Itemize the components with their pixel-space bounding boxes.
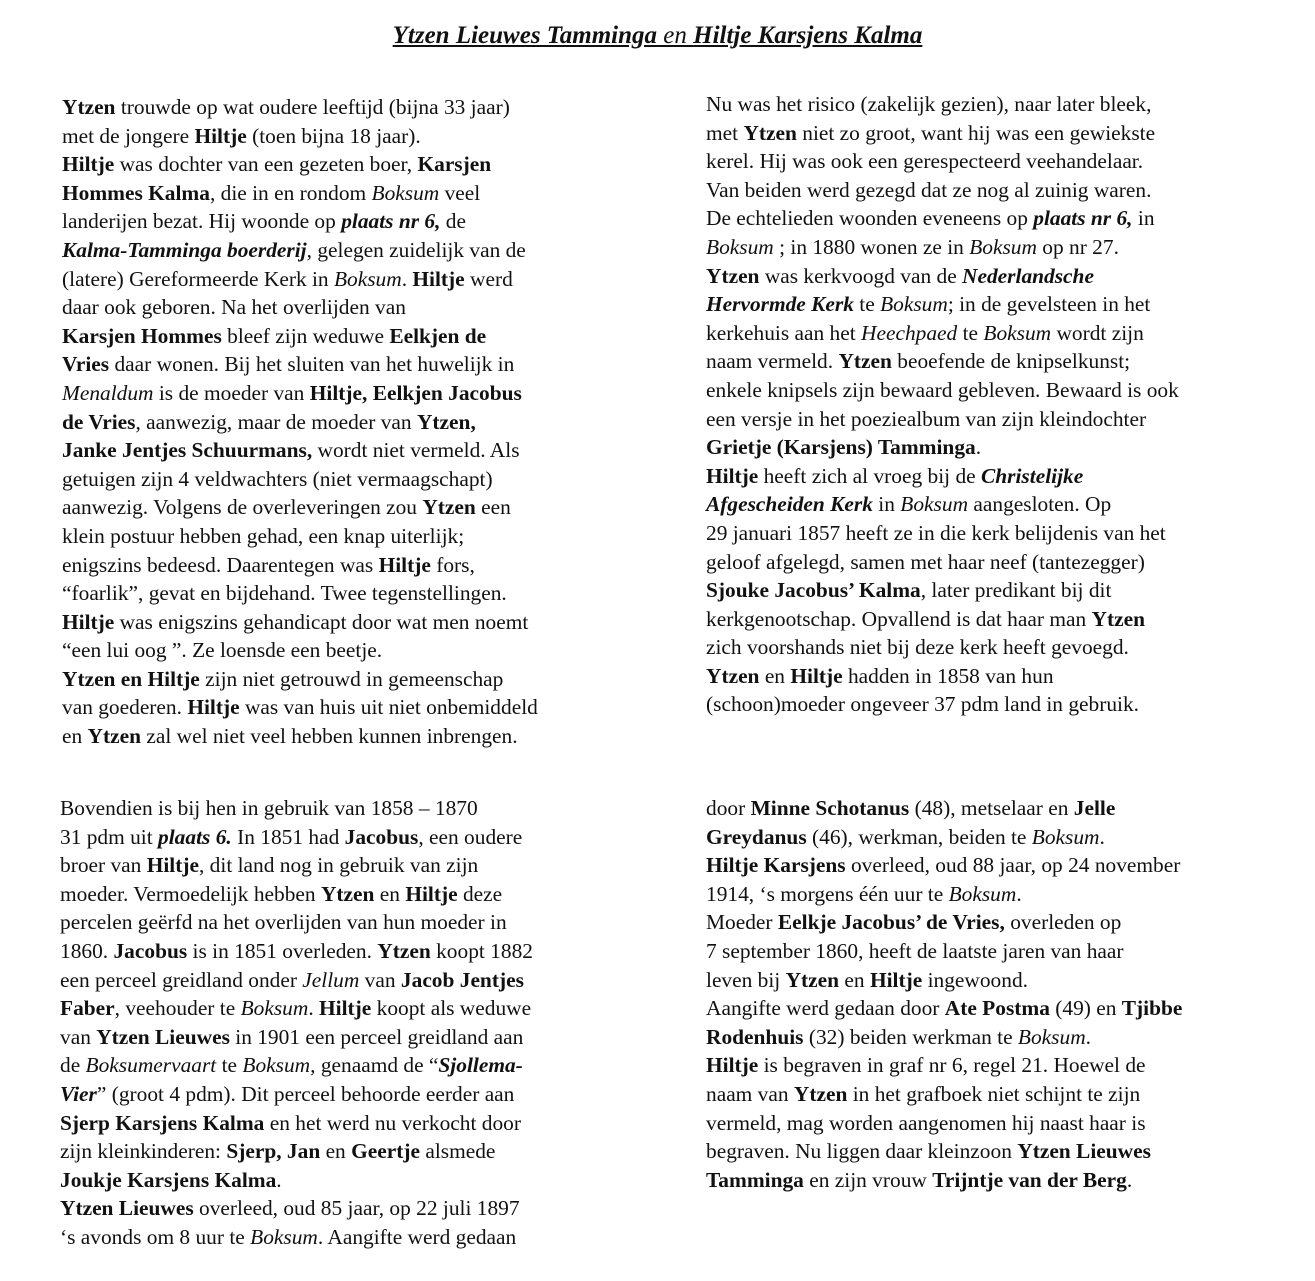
- text-run: , een oudere: [418, 824, 523, 849]
- text-run: (49) en: [1049, 996, 1122, 1021]
- text-run: Moeder: [706, 910, 778, 935]
- text-run: fors,: [430, 552, 475, 577]
- text-run: , gelegen zuidelijk van de: [306, 237, 526, 262]
- emphasis-run: Ytzen: [838, 349, 892, 374]
- text-line: [60, 1109, 533, 1138]
- text-run: is begraven in graf nr 6, regel 21. Hoewel de: [758, 1053, 1146, 1078]
- emphasis-run: Jacobus: [113, 938, 188, 963]
- emphasis-run: Hiltje: [146, 853, 199, 878]
- text-run: .: [1016, 881, 1022, 906]
- text-line: [706, 966, 1182, 995]
- text-line: [62, 179, 538, 208]
- emphasis-run: Hervormde Kerk: [706, 292, 854, 317]
- text-run: daar ook geboren. Na het overlijden van: [62, 295, 406, 320]
- emphasis-run: Hiltje: [62, 609, 115, 634]
- emphasis-run: Tjibbe: [1121, 996, 1183, 1021]
- emphasis-run: Ytzen: [377, 938, 431, 963]
- text-run: zich voorshands niet bij deze kerk heeft gevoegd.: [706, 635, 1129, 660]
- text-line: [706, 1051, 1182, 1080]
- text-run: .: [1126, 1167, 1133, 1192]
- emphasis-run: Boksum: [880, 292, 948, 317]
- text-run: kerel. Hij was ook een gerespecteerd veehandelaar.: [706, 149, 1144, 174]
- emphasis-run: Boksum: [240, 996, 309, 1021]
- text-line: [706, 147, 1179, 176]
- emphasis-run: Boksum: [706, 234, 774, 259]
- text-run: een perceel greidland onder: [60, 967, 303, 992]
- text-run: is in 1851 overleden.: [187, 938, 378, 963]
- text-run: ; in 1880 wonen ze in: [773, 234, 970, 259]
- text-run: en: [62, 724, 88, 749]
- text-run: leven bij: [706, 967, 786, 992]
- text-run: vermeld, mag worden aangenomen hij naast haar is: [706, 1110, 1146, 1135]
- text-line: [706, 662, 1179, 691]
- text-run: heeft de laatste jaren van haar: [863, 938, 1124, 963]
- text-run: te: [957, 320, 984, 345]
- emphasis-run: Heechpaed: [861, 320, 958, 345]
- text-run: , later predikant bij dit: [920, 578, 1112, 603]
- text-line: [62, 150, 538, 179]
- emphasis-run: Boksum: [1017, 1024, 1086, 1049]
- text-run: (46), werkman, beiden te: [806, 824, 1032, 849]
- text-line: [62, 207, 538, 236]
- emphasis-run: Hiltje: [187, 695, 240, 720]
- text-line: [62, 265, 538, 294]
- text-line: [62, 551, 538, 580]
- title-connector: en: [657, 21, 694, 49]
- emphasis-run: Boksumervaart: [85, 1053, 217, 1078]
- emphasis-run: Greydanus: [706, 824, 807, 849]
- text-run: van: [359, 967, 401, 992]
- text-run: was kerkvoogd van de: [759, 263, 963, 288]
- text-run: begraven. Nu liggen daar kleinzoon: [706, 1139, 1018, 1164]
- text-run: ingewoond.: [922, 967, 1028, 992]
- emphasis-run: Afgescheiden Kerk: [706, 492, 873, 517]
- text-line: [706, 233, 1179, 262]
- text-line: [62, 665, 538, 694]
- text-run: heeft zich al vroeg bij de: [758, 463, 981, 488]
- emphasis-run: Hiltje: [706, 1053, 759, 1078]
- text-run: deze: [457, 881, 503, 906]
- emphasis-run: Jellum: [302, 967, 360, 992]
- text-run: 29 januari 1857 heeft ze in die kerk belijdenis van het: [706, 520, 1166, 545]
- text-run: van goederen.: [62, 695, 188, 720]
- text-run: (48), metselaar en: [909, 796, 1074, 820]
- text-run: aangesloten. Op: [968, 492, 1112, 517]
- emphasis-run: Karsjen: [417, 152, 492, 177]
- text-run: wordt zijn: [1051, 320, 1144, 345]
- text-run: , dit land nog in gebruik van zijn: [198, 853, 479, 878]
- text-line: [706, 262, 1179, 291]
- text-run: overleden op: [1004, 910, 1122, 935]
- emphasis-run: Ytzen: [706, 663, 760, 688]
- text-line: [706, 548, 1179, 577]
- text-run: in: [1132, 206, 1155, 231]
- paragraph-marriage: [62, 93, 538, 751]
- text-run: .: [1085, 1024, 1092, 1049]
- text-run: (schoon)moeder ongeveer 37 pdm land in gebruik.: [706, 692, 1140, 717]
- text-line: [60, 994, 533, 1023]
- emphasis-run: Eelkje Jacobus’ de Vries,: [777, 910, 1005, 935]
- text-line: [60, 1080, 533, 1109]
- emphasis-run: Hiltje: [405, 881, 458, 906]
- text-run: kerkehuis aan het: [706, 320, 862, 345]
- text-run: trouwde op wat oudere leeftijd (bijna 33 jaar): [115, 95, 510, 119]
- text-run: zal wel niet veel hebben kunnen inbrengen.: [141, 724, 518, 749]
- text-run: .: [276, 1167, 282, 1192]
- text-run: een: [475, 495, 511, 520]
- emphasis-run: Ytzen en Hiltje: [62, 666, 200, 691]
- text-run: is de moeder van: [153, 380, 310, 405]
- text-line: [706, 462, 1179, 491]
- text-run: te: [216, 1053, 243, 1078]
- text-line: [706, 119, 1179, 148]
- text-run: , aanwezig, maar de moeder van: [135, 409, 417, 434]
- text-line: [62, 122, 538, 151]
- text-run: zijn niet getrouwd in gemeenschap: [199, 666, 504, 691]
- text-run: koopt 1882: [430, 938, 533, 963]
- emphasis-run: Eelkjen de: [389, 323, 487, 348]
- text-run: .: [1099, 824, 1105, 849]
- emphasis-run: Ytzen: [706, 263, 760, 288]
- text-run: , veehouder te: [114, 996, 241, 1021]
- text-line: [706, 851, 1182, 880]
- text-line: [60, 880, 533, 909]
- emphasis-run: Boksum: [250, 1224, 318, 1249]
- emphasis-run: Sjerp Karsjens Kalma: [60, 1110, 265, 1135]
- emphasis-run: Boksum: [969, 234, 1037, 259]
- text-run: (32) beiden werkman te: [803, 1024, 1018, 1049]
- text-line: [62, 522, 538, 551]
- text-run: bleef zijn weduwe: [221, 323, 390, 348]
- text-run: zijn kleinkinderen:: [60, 1139, 227, 1164]
- text-run: veel: [439, 180, 481, 205]
- emphasis-run: Ytzen Lieuwes: [96, 1024, 230, 1049]
- text-run: niet zo groot, want hij was een gewiekste: [796, 120, 1156, 145]
- text-run: kerkgenootschap. Opvallend is dat haar man: [706, 606, 1092, 631]
- text-line: [706, 376, 1179, 405]
- emphasis-run: plaats 6.: [158, 824, 232, 849]
- text-run: 7 september 1860,: [706, 938, 864, 963]
- text-run: Bovendien is bij hen in gebruik van 1858 – 1870: [60, 796, 478, 820]
- text-line: [60, 1023, 533, 1052]
- text-run: overleed, oud 85 jaar, op 22 juli 1897: [193, 1196, 520, 1221]
- emphasis-run: Vier: [60, 1081, 97, 1106]
- text-run: beoefende de knipselkunst;: [891, 349, 1131, 374]
- text-run: genaamd de “: [315, 1053, 439, 1078]
- text-run: broer van: [60, 853, 147, 878]
- text-line: [60, 1223, 533, 1252]
- emphasis-run: Hiltje: [378, 552, 431, 577]
- emphasis-run: Jelle: [1073, 796, 1116, 820]
- text-line: [706, 1023, 1182, 1052]
- emphasis-run: Ytzen Lieuwes: [1017, 1139, 1151, 1164]
- text-line: [62, 236, 538, 265]
- text-run: aanwezig. Volgens de overleveringen zou: [62, 495, 423, 520]
- title-wife: Hiltje Karsjens Kalma: [693, 21, 923, 49]
- text-run: de: [440, 209, 466, 234]
- emphasis-run: Joukje Karsjens Kalma: [60, 1167, 277, 1192]
- text-run: hadden in 1858 van hun: [842, 663, 1054, 688]
- text-line: [706, 605, 1179, 634]
- text-run: op nr 27.: [1036, 234, 1119, 259]
- text-line: [706, 433, 1179, 462]
- text-run: ‘s avonds om 8 uur te: [60, 1224, 251, 1249]
- emphasis-run: Ytzen: [1091, 606, 1145, 631]
- text-run: met de jongere: [62, 123, 195, 148]
- text-run: enigszins bedeesd. Daarentegen was: [62, 552, 379, 577]
- text-run: was enigszins gehandicapt door wat men noemt: [114, 609, 529, 634]
- text-line: [706, 90, 1179, 119]
- text-run: naam vermeld.: [706, 349, 839, 374]
- emphasis-run: Hiltje: [62, 152, 115, 177]
- emphasis-run: Minne Schotanus: [750, 796, 910, 820]
- text-run: getuigen zijn 4 veldwachters (niet vermaagschapt): [62, 466, 493, 491]
- text-line: [706, 1109, 1182, 1138]
- text-line: [60, 1166, 533, 1195]
- text-run: “een lui oog ”. Ze loensde een beetje.: [62, 638, 383, 663]
- emphasis-run: Rodenhuis: [706, 1024, 804, 1049]
- text-line: [62, 350, 538, 379]
- text-run: de: [60, 1053, 86, 1078]
- text-line: [706, 1080, 1182, 1109]
- text-line: [62, 493, 538, 522]
- emphasis-run: Ytzen: [743, 120, 797, 145]
- emphasis-run: plaats nr 6,: [341, 209, 441, 234]
- text-line: [706, 823, 1182, 852]
- emphasis-run: Ytzen Lieuwes: [60, 1196, 194, 1221]
- emphasis-run: Faber: [60, 996, 115, 1021]
- text-run: “foarlik”, gevat en bijdehand. Twee tegenstellingen.: [62, 581, 507, 606]
- text-run: en zijn vrouw: [803, 1167, 933, 1192]
- text-line: [60, 908, 533, 937]
- emphasis-run: Hiltje: [194, 123, 247, 148]
- text-line: [62, 465, 538, 494]
- emphasis-run: Trijntje van der Berg: [932, 1167, 1127, 1192]
- text-run: .: [401, 266, 413, 291]
- text-line: [62, 579, 538, 608]
- text-run: alsmede: [419, 1139, 496, 1164]
- text-run: overleed, oud 88 jaar, op 24 november: [845, 853, 1181, 878]
- text-line: [706, 937, 1182, 966]
- text-line: [706, 633, 1179, 662]
- text-line: [60, 1051, 533, 1080]
- emphasis-run: Ytzen: [785, 967, 840, 992]
- text-line: [60, 1137, 533, 1166]
- text-line: [62, 379, 538, 408]
- text-run: een versje in het poeziealbum van zijn kleindochter: [706, 406, 1147, 431]
- text-line: [706, 290, 1179, 319]
- text-line: [706, 176, 1179, 205]
- paragraph-church-life: [706, 90, 1179, 719]
- text-run: klein postuur hebben gehad, een knap uiterlijk;: [62, 523, 465, 548]
- emphasis-run: Sjerp, Jan: [226, 1139, 321, 1164]
- text-run: ” (groot 4 pdm). Dit perceel behoorde eerder aan: [96, 1081, 515, 1106]
- text-line: [706, 519, 1179, 548]
- emphasis-run: Grietje (Karsjens) Tamminga: [706, 435, 976, 460]
- text-run: . Aangifte werd gedaan: [317, 1224, 517, 1249]
- text-run: Van beiden werd gezegd dat ze nog al zuinig waren.: [706, 177, 1152, 202]
- text-run: was van huis uit niet onbemiddeld: [239, 695, 538, 720]
- text-run: door: [706, 796, 751, 820]
- text-run: In 1851 had: [231, 824, 345, 849]
- text-line: [62, 436, 538, 465]
- text-run: percelen geërfd na het overlijden van hun moeder in: [60, 910, 507, 935]
- text-line: [706, 690, 1179, 719]
- text-run: in 1901 een perceel greidland aan: [229, 1024, 524, 1049]
- title-husband: Ytzen Lieuwes Tamminga: [392, 21, 658, 49]
- text-line: [706, 490, 1179, 519]
- text-run: landerijen bezat. Hij woonde op: [62, 209, 342, 234]
- paragraph-land-and-death: [60, 794, 533, 1252]
- text-run: .: [975, 435, 982, 460]
- text-line: [706, 319, 1179, 348]
- text-run: naam van: [706, 1081, 794, 1106]
- text-run: .: [308, 996, 320, 1021]
- emphasis-run: Ytzen: [422, 495, 476, 520]
- emphasis-run: Christelijke: [981, 463, 1084, 488]
- emphasis-run: Hiltje: [706, 463, 759, 488]
- text-line: [62, 93, 538, 122]
- emphasis-run: de Vries: [62, 409, 136, 434]
- text-run: Nu was het risico (zakelijk gezien), naar later bleek,: [706, 92, 1152, 116]
- text-line: [60, 1194, 533, 1223]
- emphasis-run: Tamminga: [706, 1167, 804, 1192]
- text-run: koopt als weduwe: [371, 996, 532, 1021]
- text-line: [60, 966, 533, 995]
- emphasis-run: Boksum: [333, 266, 402, 291]
- text-line: [62, 322, 538, 351]
- emphasis-run: Ate Postma: [944, 996, 1050, 1021]
- text-line: [706, 908, 1182, 937]
- emphasis-run: Geertje: [351, 1139, 420, 1164]
- text-line: [60, 937, 533, 966]
- emphasis-run: Hiltje: [869, 967, 923, 992]
- emphasis-run: Menaldum: [62, 380, 154, 405]
- emphasis-run: Ytzen,: [416, 409, 476, 434]
- text-run: 1914, ‘s morgens één uur te: [706, 881, 949, 906]
- text-run: en: [374, 881, 406, 906]
- emphasis-run: Boksum: [948, 881, 1017, 906]
- emphasis-run: Ytzen: [87, 724, 142, 749]
- text-run: 31 pdm uit: [60, 824, 159, 849]
- emphasis-run: Hiltje: [790, 663, 843, 688]
- emphasis-run: Janke Jentjes Schuurmans,: [62, 438, 313, 463]
- emphasis-run: Kalma-Tamminga boerderij: [62, 237, 307, 262]
- text-line: [60, 823, 533, 852]
- text-run: , die in en rondom: [209, 180, 372, 205]
- text-run: en: [759, 663, 791, 688]
- text-run: 1860.: [60, 938, 114, 963]
- text-run: enkele knipsels zijn bewaard gebleven. Bewaard is ook: [706, 377, 1179, 402]
- emphasis-run: Boksum: [371, 180, 440, 205]
- text-run: wordt niet vermeld. Als: [312, 438, 520, 463]
- text-line: [62, 608, 538, 637]
- text-run: te: [853, 292, 881, 317]
- emphasis-run: Nederlandsche: [962, 263, 1094, 288]
- text-line: [706, 405, 1179, 434]
- text-line: [706, 880, 1182, 909]
- text-run: in: [872, 492, 901, 517]
- emphasis-run: Sjollema-: [438, 1053, 523, 1078]
- text-line: [62, 408, 538, 437]
- emphasis-run: Hiltje: [412, 266, 465, 291]
- text-run: en het werd nu verkocht door: [264, 1110, 521, 1135]
- text-line: [62, 293, 538, 322]
- emphasis-run: Karsjen Hommes: [62, 323, 222, 348]
- text-run: geloof afgelegd, samen met haar neef (tantezegger): [706, 549, 1145, 574]
- emphasis-run: Jacob Jentjes: [400, 967, 524, 992]
- text-line: [62, 693, 538, 722]
- text-run: (latere) Gereformeerde Kerk in: [62, 266, 334, 291]
- text-line: [706, 994, 1182, 1023]
- text-line: [62, 722, 538, 751]
- text-run: met: [706, 120, 744, 145]
- text-run: De echtelieden woonden eveneens op: [706, 206, 1034, 231]
- emphasis-run: Hiltje, Eelkjen Jacobus: [309, 380, 522, 405]
- emphasis-run: plaats nr 6,: [1033, 206, 1133, 231]
- text-line: [706, 576, 1179, 605]
- text-run: in het grafboek niet schijnt te zijn: [847, 1081, 1141, 1106]
- text-run: daar wonen. Bij het sluiten van het huwelijk in: [109, 352, 515, 377]
- text-run: was dochter van een gezeten boer,: [114, 152, 418, 177]
- text-line: [706, 347, 1179, 376]
- emphasis-run: Ytzen: [62, 95, 116, 119]
- text-line: [62, 636, 538, 665]
- text-line: [706, 1137, 1182, 1166]
- emphasis-run: Jacobus: [344, 824, 419, 849]
- emphasis-run: Ytzen: [793, 1081, 848, 1106]
- text-run: en: [839, 967, 870, 992]
- text-run: moeder. Vermoedelijk hebben: [60, 881, 321, 906]
- page-title: [0, 19, 1315, 53]
- text-run: ; in de gevelsteen in het: [947, 292, 1151, 317]
- emphasis-run: Hiltje Karsjens: [706, 853, 846, 878]
- text-run: werd: [464, 266, 513, 291]
- emphasis-run: Boksum,: [242, 1053, 316, 1078]
- text-line: [706, 794, 1182, 823]
- text-line: [60, 794, 533, 823]
- text-run: en: [320, 1139, 352, 1164]
- text-line: [60, 851, 533, 880]
- emphasis-run: Ytzen: [320, 881, 375, 906]
- emphasis-run: Boksum: [983, 320, 1052, 345]
- text-run: Aangifte werd gedaan door: [706, 996, 945, 1021]
- text-run: van: [60, 1024, 97, 1049]
- paragraph-burial: [706, 794, 1182, 1194]
- emphasis-run: Vries: [62, 352, 110, 377]
- text-line: [706, 1166, 1182, 1195]
- emphasis-run: Hiltje: [319, 996, 372, 1021]
- emphasis-run: Sjouke Jacobus’ Kalma: [706, 578, 921, 603]
- emphasis-run: Hommes Kalma: [62, 180, 210, 205]
- emphasis-run: Boksum: [1031, 824, 1100, 849]
- text-line: [706, 204, 1179, 233]
- emphasis-run: Boksum: [900, 492, 969, 517]
- text-run: (toen bijna 18 jaar).: [246, 123, 421, 148]
